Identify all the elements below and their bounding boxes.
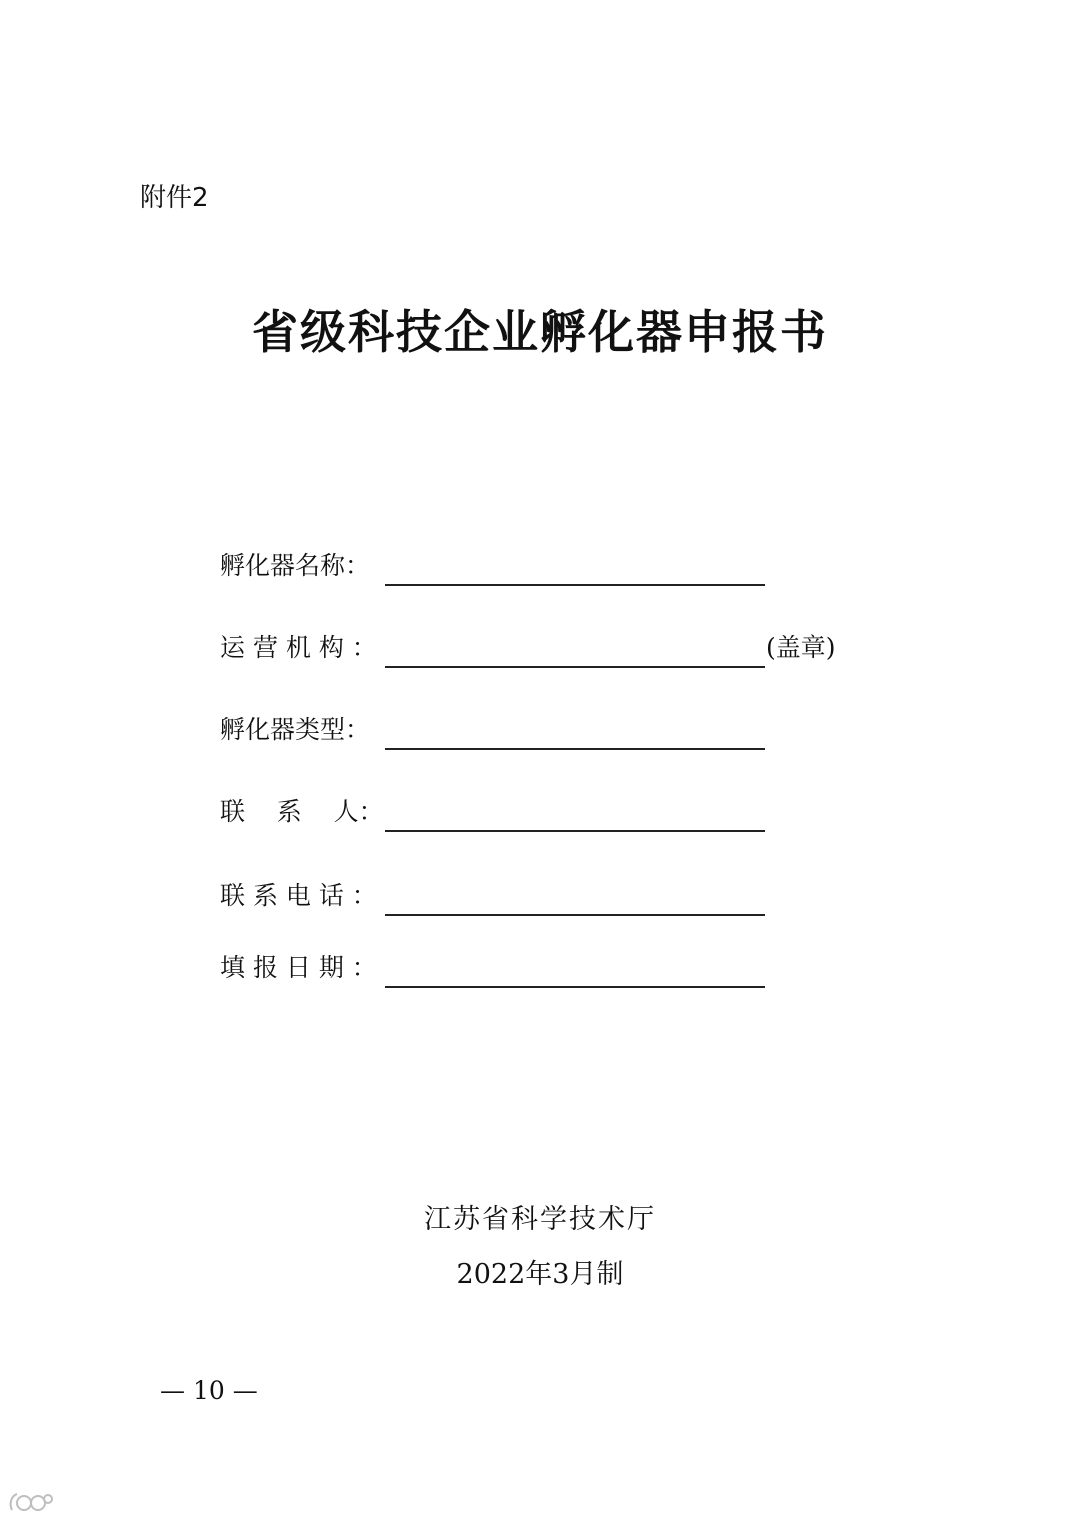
form-field-contact-person [220,792,920,832]
fill-date-input-line[interactable] [385,986,765,988]
field-label: 孵化器名称： [220,551,371,580]
logo-icon [8,1490,56,1516]
document-title: 省级科技企业孵化器申报书 [252,305,828,359]
contact-person-input-line[interactable] [385,830,765,832]
attachment-label: 附件2 [140,183,209,213]
form-field-fill-date [220,948,920,988]
field-label: 联 系 人： [220,797,384,826]
page-number: — 10 — [160,1376,258,1405]
form-field-incubator-name [220,546,920,586]
field-label: 联 系 电 话 ： [220,881,377,910]
operating-organization-input-line[interactable] [385,666,765,668]
incubator-name-input-line[interactable] [385,584,765,586]
field-label: 孵化器类型： [220,715,371,744]
form-field-contact-phone [220,876,920,916]
field-label: 运 营 机 构 ： [220,633,377,662]
issuer: 江苏省科学技术厅 [424,1204,656,1235]
form-field-incubator-type [220,710,920,750]
field-label: 填 报 日 期 ： [220,953,377,982]
form-field-operating-organization [220,628,920,668]
incubator-type-input-line[interactable] [385,748,765,750]
issue-date: 2022年3月制 [456,1259,624,1290]
contact-phone-input-line[interactable] [385,914,765,916]
seal-note: (盖章) [766,633,836,662]
watermark [8,1488,56,1518]
